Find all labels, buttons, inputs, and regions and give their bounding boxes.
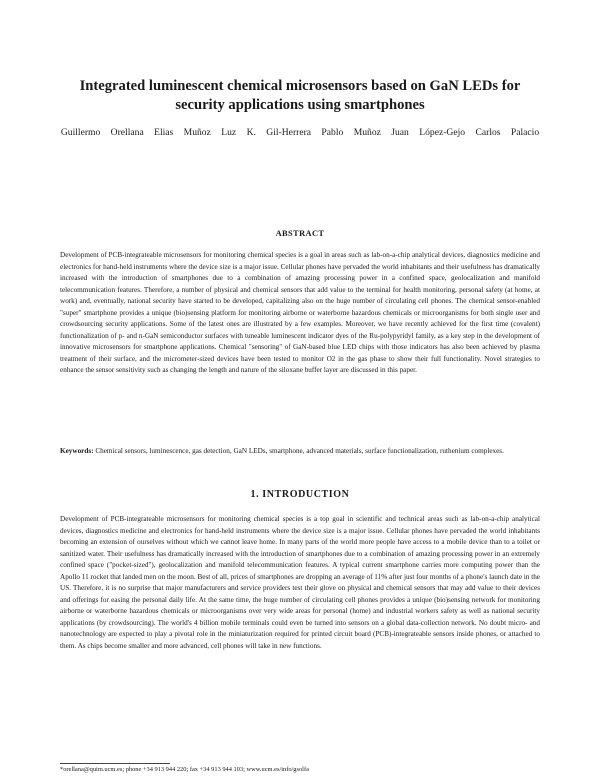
abstract-heading: ABSTRACT	[275, 229, 325, 238]
introduction-body: Development of PCB-integrateable microsensors for monitoring chemical species is a top goal in scientific and technical areas such as lab-on-a-chip analytical devices, diagnostics medicine and electronics for hand-held instruments where the device size is a major issue. Cellular phones have pervaded the world inhabitants becoming an extension of ourselves without which we cannot leave home. In many parts of the world more people have access to a mobile device than to a toilet or sanitized water. Their usefulness has dramatically increased with the introduction of smartphones due to a combination of amazing processing power in an extremely confined space ("pocket-sized"), geolocalization and manifold telecommunication features. A typical current smartphone carries more computing power than the Apollo 11 rocket that landed men on the moon. Best of all, prices of smartphones are dropping an average of 11% after just four months of a phone's launch date in the US. Therefore, it is no surprise that major manufacturers and service providers test their glove on physical and chemical sensors that may add value to their devices and offerings for easing the personal daily life. At the same time, the huge number of circulating cell phones provides a unique (bio)sensing network for monitoring airborne or waterborne hazardous chemicals or microorganisms over very wide areas for personal (home) and industrial workers safety as well as national security applications (by crowdsourcing). The world's 4 billion mobile terminals could even be turned into sensors on a global data-collection network. No doubt micro- and nanotechnology are expected to play a pivotal role in the miniaturization required for printed circuit board (PCB)-integrateable sensors inside phones, or attached to them. As chips become smaller and more advanced, cell phones will take in new functions.	[60, 515, 540, 650]
introduction-heading: 1. INTRODUCTION	[250, 489, 350, 500]
footnote-contact: *orellana@quim.ucm.es; phone +34 913 944 220; fax +34 913 944 103; www.ucm.es/info/gsolfa	[60, 766, 309, 773]
footnote-rule	[60, 763, 170, 764]
paper-title: Integrated luminescent chemical microsensors based on GaN LEDs for security applications using smartphones	[79, 78, 521, 113]
keywords-line	[60, 446, 540, 458]
abstract-body: Development of PCB-integrateable microsensors for monitoring chemical species is a goal in areas such as lab-on-a-chip analytical devices, diagnostics medicine and electronics for hand-held instruments where the device size is a major issue. Cellular phones have pervaded the world inhabitants and their usefulness has dramatically increased with the introduction of smartphones due to a combination of amazing processing power in a confined space, geolocalization and manifold telecommunication features. Therefore, a number of physical and chemical sensors that add value to the terminal for health monitoring, personal safety (at home, at work) and, eventually, national security have started to be developed, capitalizing also on the huge number of circulating cell phones. The chemical sensor-enabled "super" smartphone provides a unique (bio)sensing platform for monitoring airborne or waterborne hazardous chemicals or microorganisms for both single user and crowdsourcing security applications. Some of the latest ones are illustrated by a few examples. Moreover, we have recently achieved for the first time (covalent) functionalization of p- and n-GaN semiconductor surfaces with tuneable luminescent indicator dyes of the Ru-polypyridyl family, as a key step in the development of innovative microsensors for smartphone applications. Chemical "sensoring" of GaN-based blue LED chips with those indicators has also been achieved by plasma treatment of their surface, and the micrometer-sized devices have been tested to monitor O2 in the gas phase to show their full functionality. Novel strategies to enhance the sensor sensitivity such as changing the length and nature of the siloxane buffer layer are discussed in this paper.	[60, 251, 540, 374]
keywords-label: Keywords:	[60, 447, 94, 455]
author-list: Guillermo Orellana Elias Muñoz Luz K. Gil-Herrera Pablo Muñoz Juan López-Gejo Carlos Palacio	[60, 127, 540, 138]
keywords-text: Chemical sensors, luminescence, gas detection, GaN LEDs, smartphone, advanced materials, surface functionalization, ruthenium complexes.	[93, 447, 504, 455]
